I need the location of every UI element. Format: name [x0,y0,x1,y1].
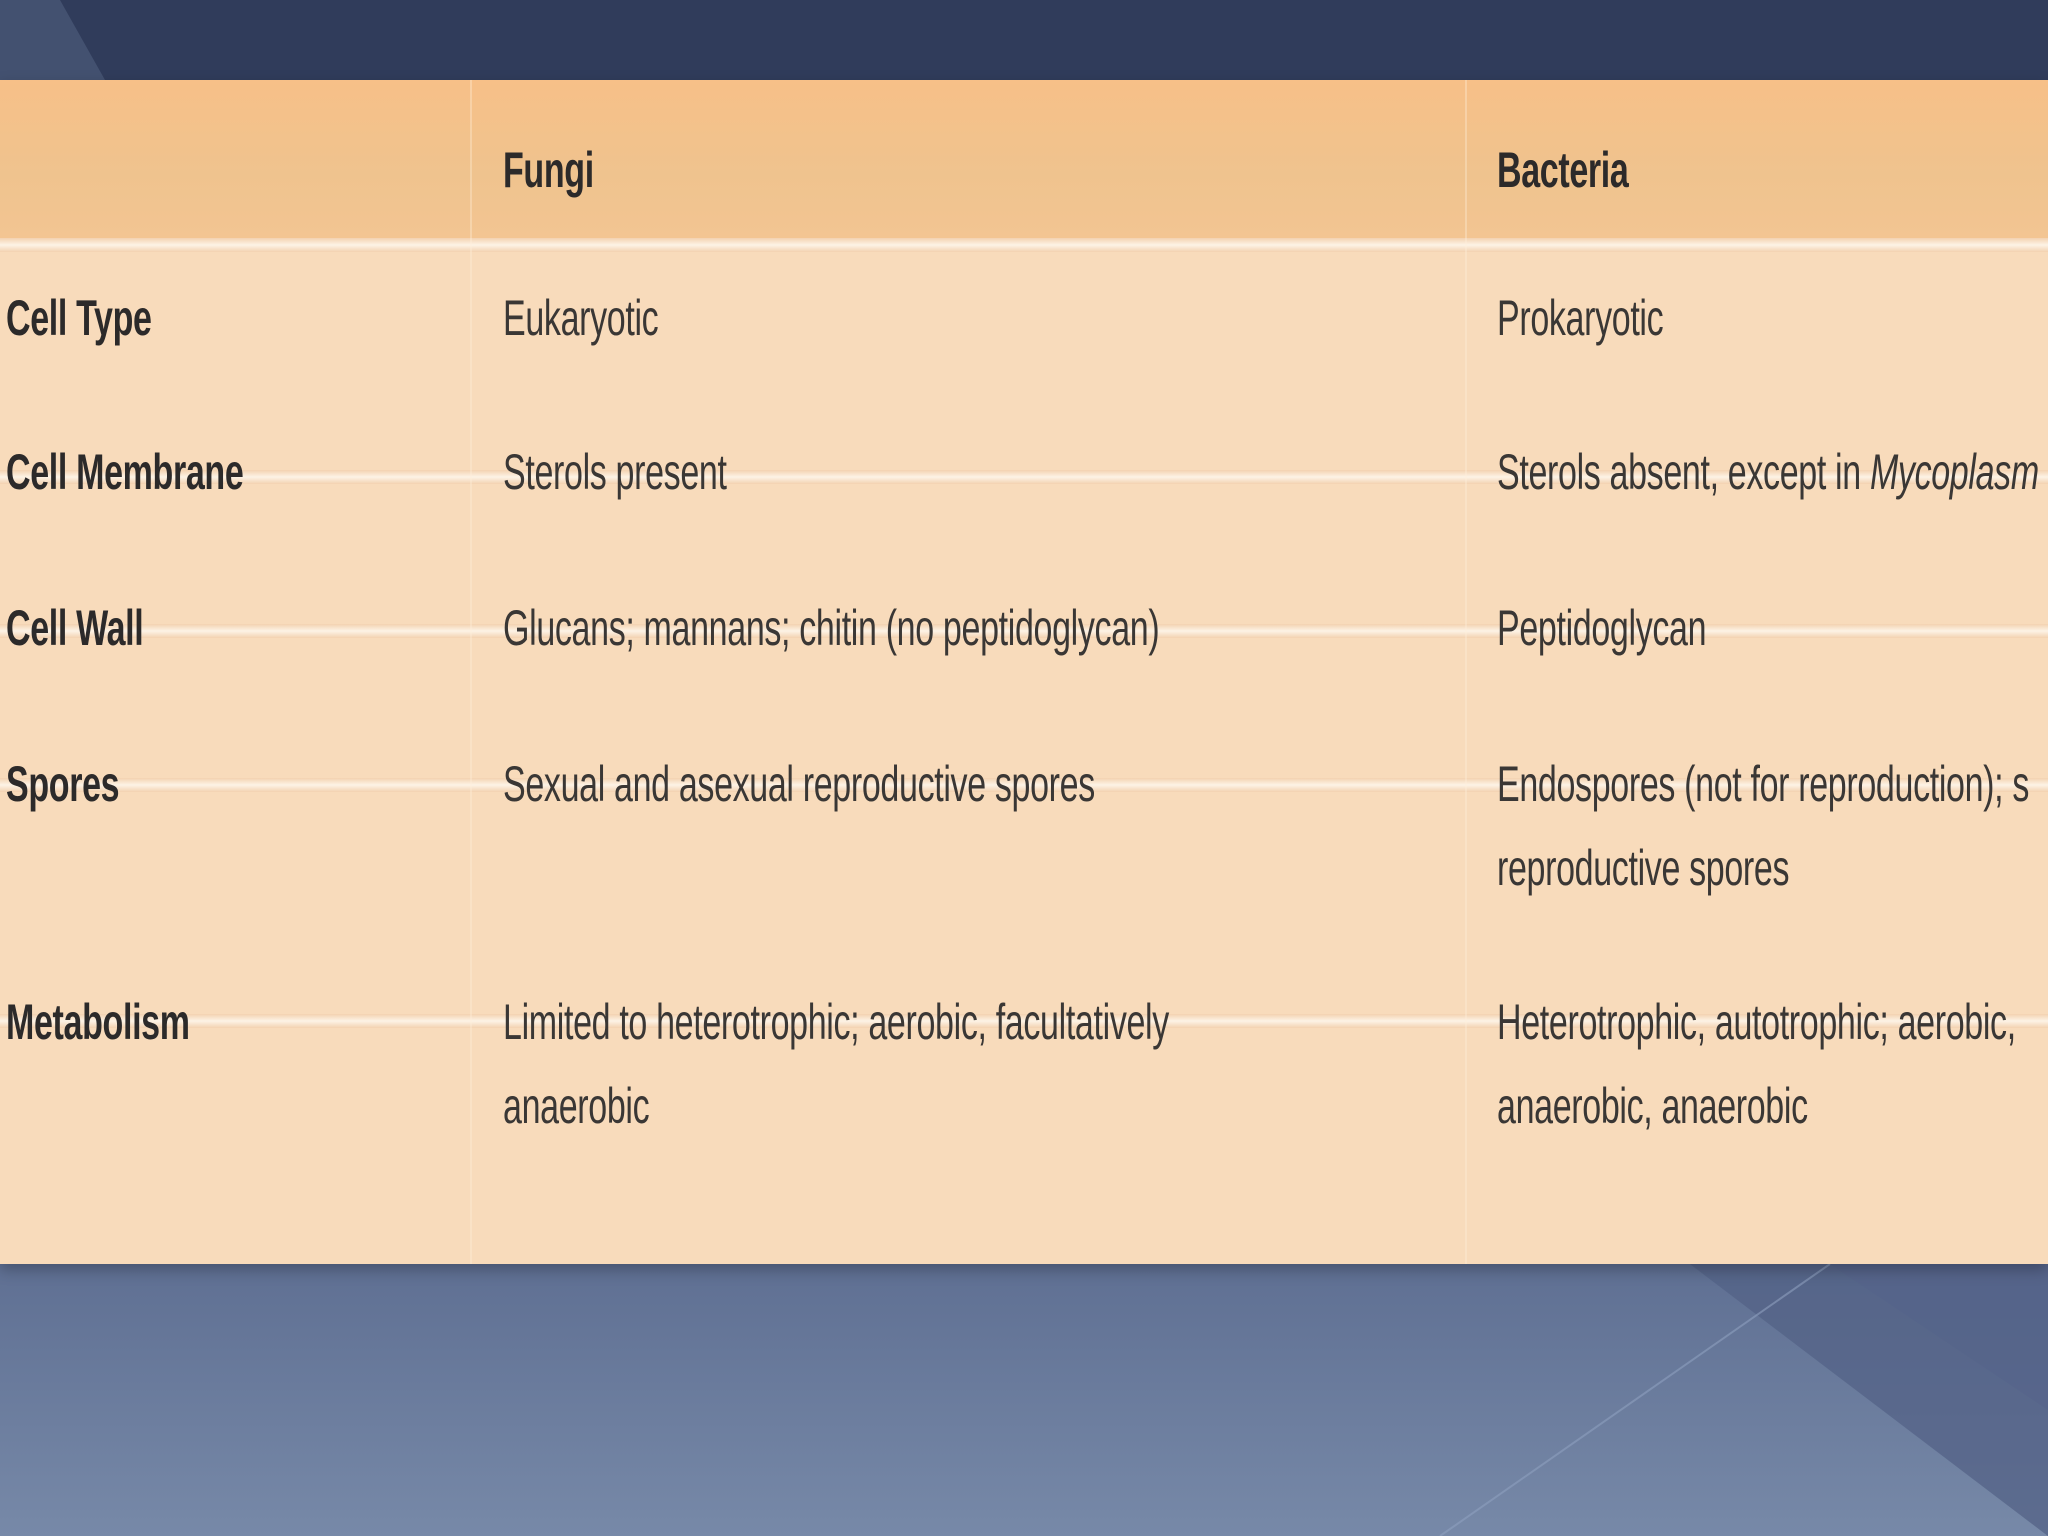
row-label-cell-membrane: Cell Membrane [6,444,244,500]
row-label-spores: Spores [6,756,120,812]
column-header-bacteria: Bacteria [1497,142,1629,198]
cell-bacteria-metabolism-line-2: anaerobic, anaerobic [1497,1078,1808,1134]
column-header-fungi: Fungi [503,142,594,198]
chevron-line [1440,1264,1830,1536]
cell-bacteria-cell-membrane [1497,430,2039,514]
cell-fungi-metabolism-line-1: Limited to heterotrophic; aerobic, facultatively [503,994,1169,1050]
comparison-table [0,80,2048,1264]
cell-fungi-metabolism-line-2: anaerobic [503,1078,650,1134]
column-divider [470,80,472,1264]
row-label-metabolism: Metabolism [6,994,190,1050]
cell-fungi-cell-membrane: Sterols present [503,444,727,500]
cell-fungi-cell-wall: Glucans; mannans; chitin (no peptidoglycan) [503,600,1160,656]
cell-fungi-cell-type: Eukaryotic [503,290,659,346]
cell-bacteria-metabolism-line-1: Heterotrophic, autotrophic; aerobic, [1497,994,2016,1050]
table-header-row [0,80,2048,238]
row-separator [0,238,2048,252]
cell-bacteria-spores-line-1: Endospores (not for reproduction); s [1497,756,2030,812]
cell-bacteria-spores-line-2: reproductive spores [1497,840,1790,896]
column-divider [1465,80,1467,1264]
cell-bacteria-cell-type: Prokaryotic [1497,290,1664,346]
cell-bacteria-cell-wall: Peptidoglycan [1497,600,1707,656]
cell-fungi-spores: Sexual and asexual reproductive spores [503,756,1095,812]
cell-bacteria-cell-membrane-italic: Mycoplasm [1869,444,2039,500]
row-label-cell-wall: Cell Wall [6,600,144,656]
corner-triangle-shape [0,0,105,80]
row-label-cell-type: Cell Type [6,290,152,346]
cell-bacteria-cell-membrane-text: Sterols absent, except in [1497,444,1870,500]
